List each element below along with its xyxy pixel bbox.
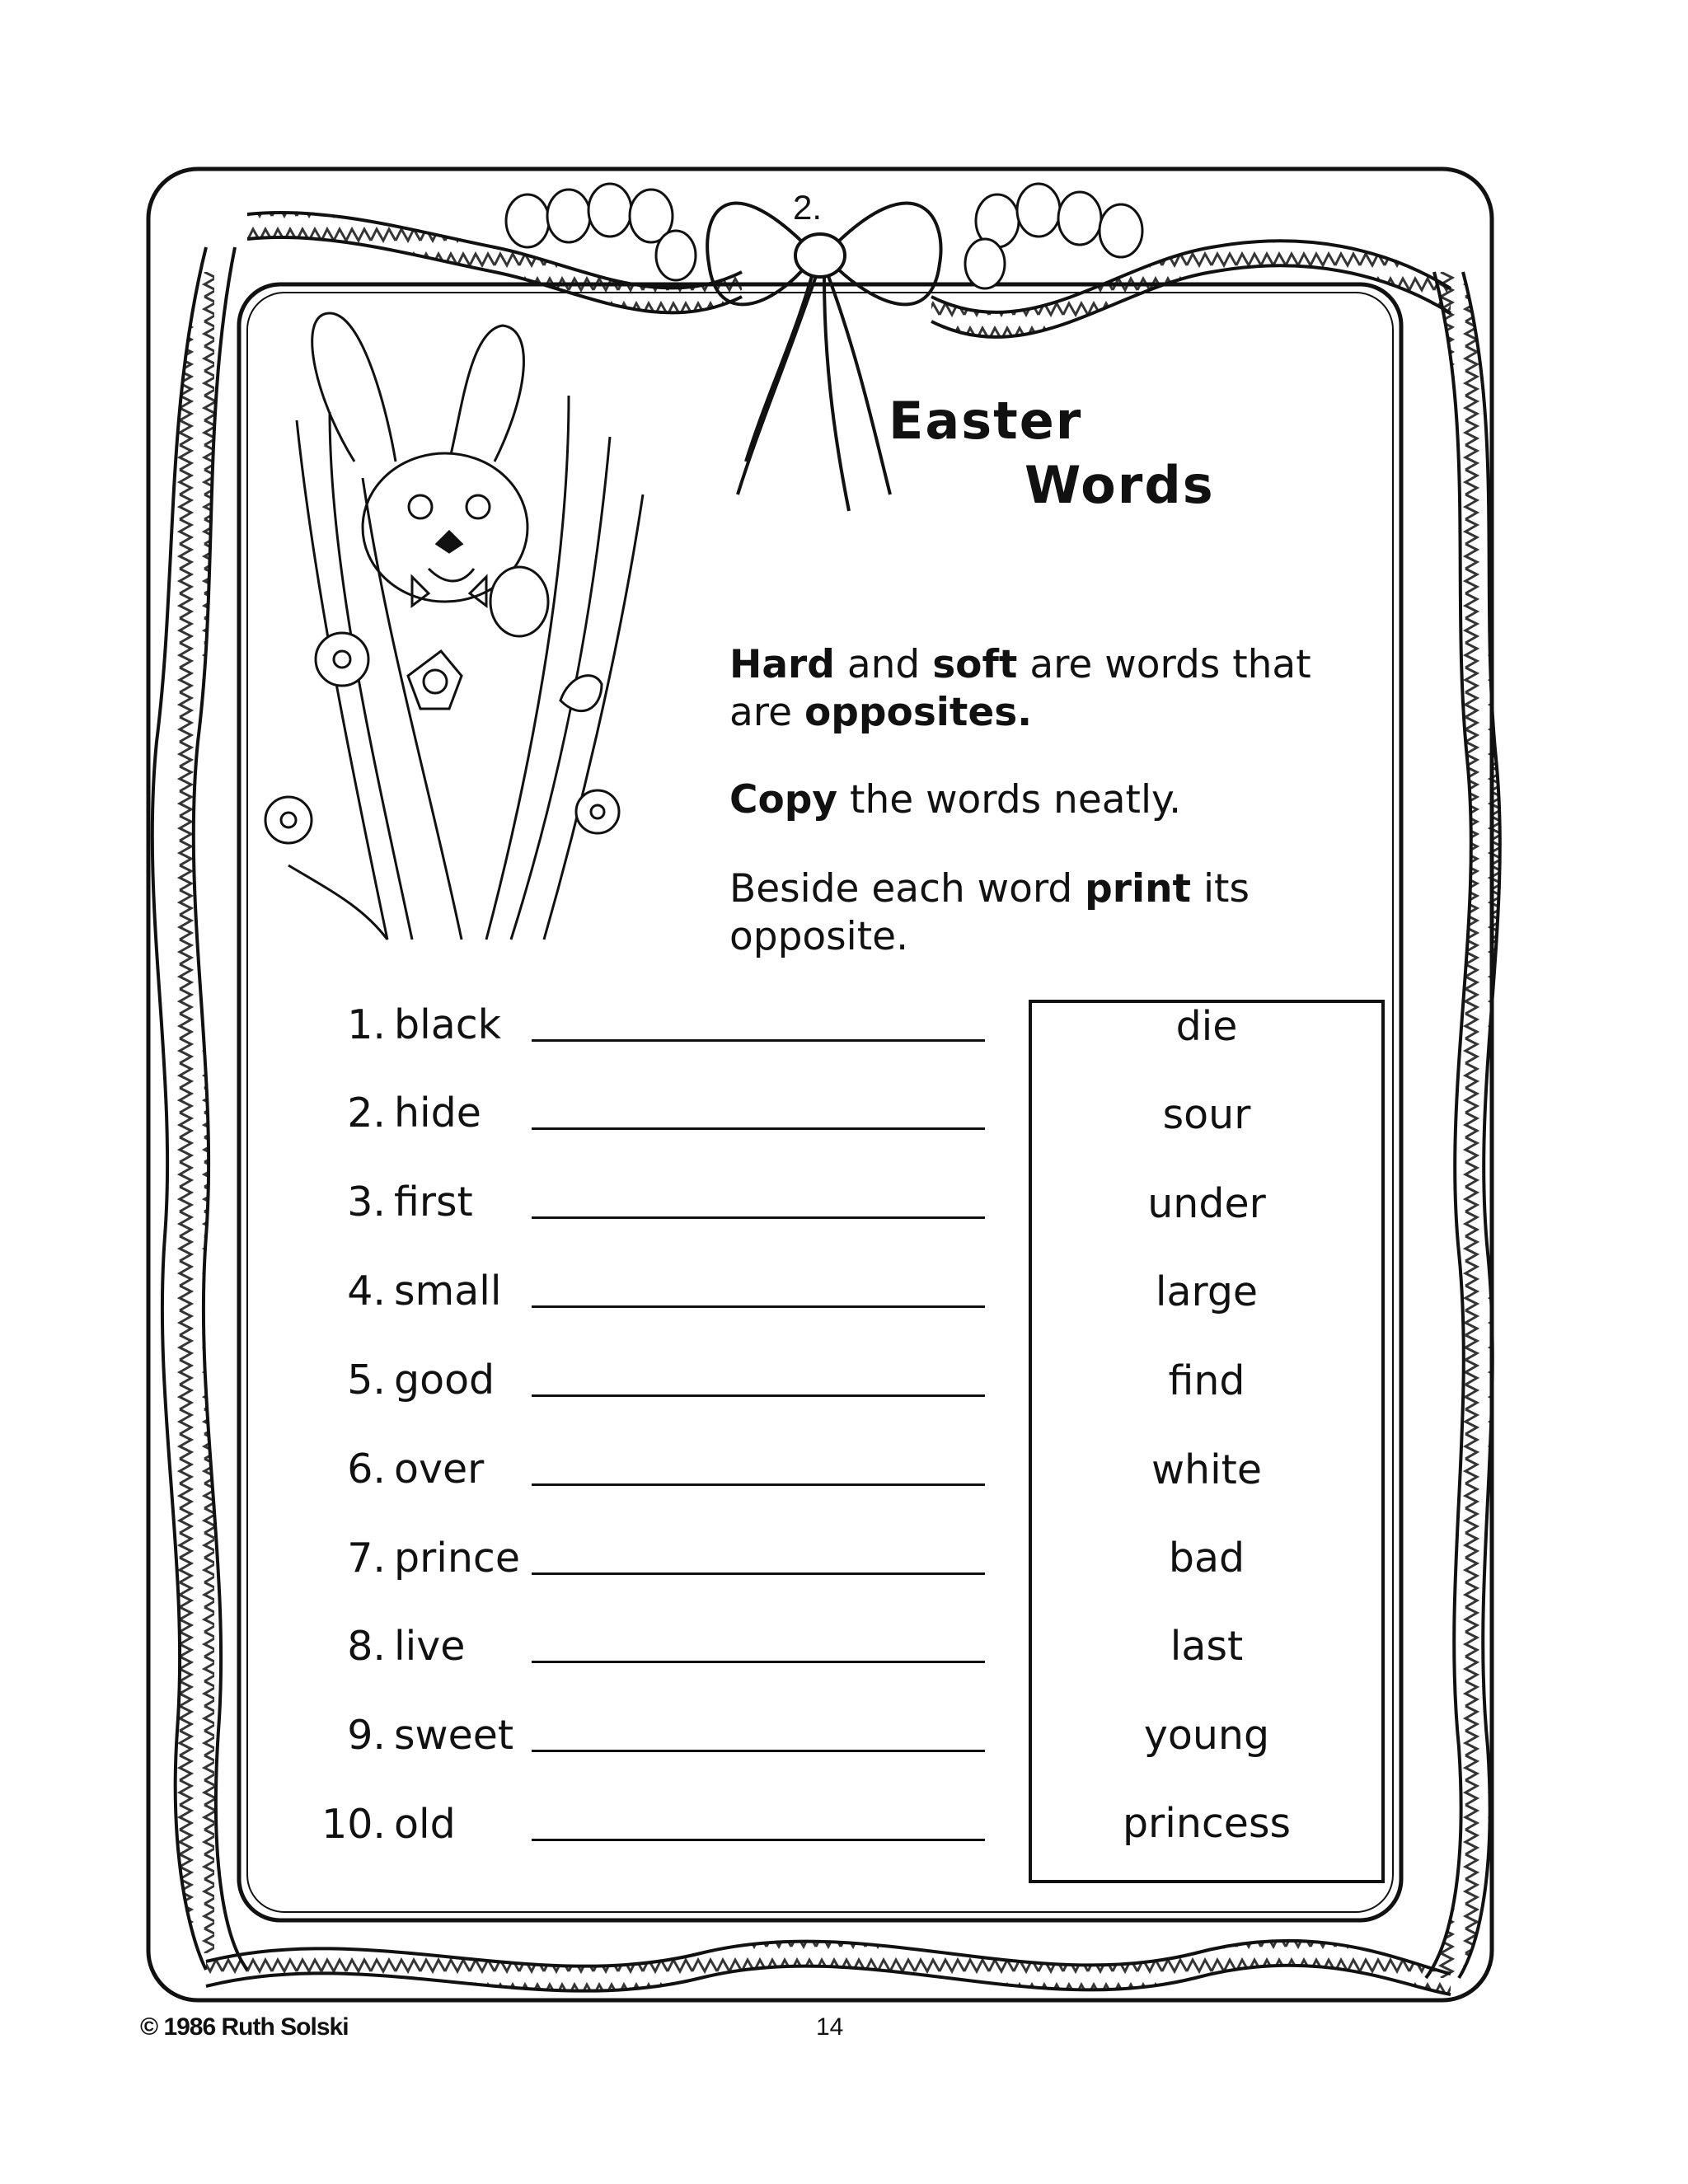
exercise-row	[305, 1357, 997, 1422]
instruction-text: and	[834, 642, 933, 687]
word-bank-item: die	[1175, 1003, 1238, 1050]
exercise-row	[305, 1268, 997, 1333]
word-bank-item: sour	[1162, 1091, 1251, 1138]
instruction-text: are words that are	[729, 642, 1311, 735]
answer-line[interactable]	[532, 1572, 985, 1575]
exercise-row	[305, 1623, 997, 1689]
answer-line[interactable]	[532, 1216, 985, 1219]
answer-line[interactable]	[532, 1305, 985, 1308]
exercise-row	[305, 1090, 997, 1155]
item-word: over	[394, 1446, 485, 1493]
exercise-row	[305, 1446, 997, 1511]
answer-line[interactable]	[532, 1661, 985, 1663]
item-number: 5.	[347, 1357, 386, 1404]
bold-word: Hard	[729, 642, 835, 687]
item-word: black	[394, 1001, 502, 1048]
word-bank-box	[1029, 1000, 1385, 1883]
right-ribbon-icon	[1422, 272, 1521, 1978]
answer-line[interactable]	[532, 1127, 985, 1130]
bold-word: opposites.	[804, 690, 1033, 735]
bow-icon	[707, 204, 940, 511]
word-bank-item: last	[1170, 1623, 1244, 1670]
title-line-2: Words	[1025, 455, 1215, 515]
answer-line[interactable]	[532, 1483, 985, 1486]
item-number: 6.	[347, 1446, 386, 1493]
exercise-row	[305, 1712, 997, 1778]
left-ribbon-icon	[152, 247, 247, 1970]
word-bank-item: white	[1151, 1446, 1263, 1493]
bold-word: print	[1085, 866, 1192, 912]
instruction-text: the words neatly.	[837, 777, 1182, 823]
word-bank-item: princess	[1122, 1800, 1292, 1847]
item-word: small	[394, 1268, 502, 1315]
item-number: 3.	[347, 1179, 386, 1226]
word-bank-item: find	[1168, 1357, 1245, 1404]
item-word: good	[394, 1357, 495, 1404]
item-number: 1.	[347, 1001, 386, 1048]
answer-line[interactable]	[532, 1750, 985, 1752]
word-bank-item: young	[1143, 1712, 1270, 1759]
word-bank-item: large	[1155, 1268, 1259, 1315]
sheet-number: 2.	[793, 188, 823, 227]
item-number: 8.	[347, 1623, 386, 1670]
item-number: 7.	[347, 1535, 386, 1582]
tulip-icon	[560, 676, 602, 711]
item-word: first	[394, 1179, 473, 1226]
bold-word: Copy	[729, 777, 838, 823]
exercise-row	[305, 1535, 997, 1601]
copyright-notice: © 1986 Ruth Solski	[140, 2013, 349, 2041]
item-number: 9.	[347, 1712, 386, 1759]
item-number: 2.	[347, 1090, 386, 1137]
exercise-row	[305, 1001, 997, 1067]
page-number: 14	[816, 2013, 844, 2041]
title-line-1: Easter	[889, 391, 1083, 451]
item-word: hide	[394, 1090, 481, 1137]
answer-line[interactable]	[532, 1039, 985, 1042]
item-number: 10.	[321, 1801, 386, 1848]
exercise-row	[305, 1801, 997, 1867]
item-word: live	[394, 1623, 466, 1670]
instruction-print	[729, 865, 1372, 961]
item-word: old	[394, 1801, 456, 1848]
item-word: prince	[394, 1535, 521, 1582]
item-number: 4.	[347, 1268, 386, 1315]
answer-line[interactable]	[532, 1839, 985, 1841]
instruction-opposites	[729, 641, 1372, 737]
daffodil-icon	[408, 651, 462, 709]
answer-line[interactable]	[532, 1394, 985, 1397]
instruction-text: Beside each word	[729, 866, 1085, 912]
instruction-text: its opposite.	[729, 866, 1250, 959]
bunny-icon	[312, 313, 548, 636]
instruction-copy	[729, 776, 1372, 824]
item-word: sweet	[394, 1712, 514, 1759]
word-bank-item: bad	[1168, 1535, 1245, 1582]
exercise-row	[305, 1179, 997, 1244]
bottom-ribbon-icon	[206, 1912, 1451, 2019]
bold-word: soft	[932, 642, 1018, 687]
word-bank-item: under	[1147, 1180, 1266, 1227]
